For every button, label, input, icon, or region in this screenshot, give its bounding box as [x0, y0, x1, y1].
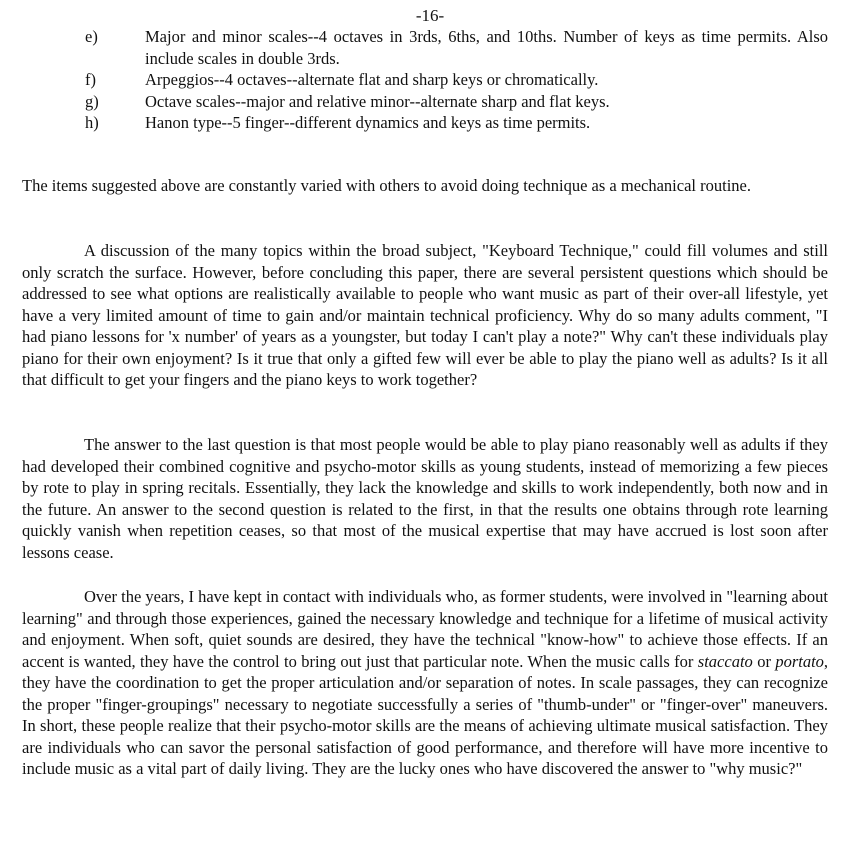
list-item-text: Major and minor scales--4 octaves in 3rds, 6ths, and 10ths. Number of keys as time permits. Also include scales in double 3rds. [145, 27, 828, 68]
list-item-text: Hanon type--5 finger--different dynamics and keys as time permits. [145, 113, 591, 132]
paragraph-answer: The answer to the last question is that most people would be able to play piano reasonably well as adults if they had developed their combined cognitive and psycho-motor skills as young students, instead of memorizing a few pieces by rote to play in spring recitals. Essentially, they lack the knowledge and skills to work independently, both now and in the future. An answer to the second question is related to the first, in that the results one obtains through rote learning quickly vanish when repetition ceases, so that most of the musical expertise that may have accrued is lost soon after lessons cease. [22, 435, 828, 562]
list-marker: h) [85, 113, 99, 132]
paragraph-conclusion [22, 586, 828, 780]
list-item [0, 69, 860, 91]
paragraph-discussion: A discussion of the many topics within the broad subject, "Keyboard Technique," could fill volumes and still only scratch the surface. However, before concluding this paper, there are several persistent questions which should be addressed to see what options are realistically available to people who want music as part of their over-all lifestyle, yet have a very limited amount of time to gain and/or maintain technical proficiency. Why do so many adults comment, "I had piano lessons for 'x number' of years as a youngster, but today I can't play a note?" Why can't these individuals play piano for their own enjoyment? Is it true that only a gifted few will ever be able to play the piano well as adults? Is it all that difficult to get your fingers and the piano keys to work together? [22, 241, 828, 389]
list-marker: e) [85, 27, 98, 46]
term-staccato: staccato [697, 651, 753, 671]
list-item-text: Arpeggios--4 octaves--alternate flat and sharp keys or chromatically. [145, 70, 599, 89]
paragraph-text: Over the years, I have kept in contact with individuals who, as former students, were involved in "learning about learning" and through those experiences, gained the necessary knowledge and technique for a lifetime of musical activity and enjoyment. When soft, quiet sounds are desired, they have the technical "know-how" to achieve those effects. If an accent is wanted, they have the control to bring out just that particular note. When the music calls for [22, 587, 828, 671]
list-item [0, 26, 860, 69]
list-item [0, 112, 860, 134]
list-marker: f) [85, 70, 96, 89]
page-number: -16- [415, 6, 445, 25]
list-marker: g) [85, 91, 99, 111]
list-item [0, 91, 860, 113]
list-item-text: Octave scales--major and relative minor--alternate sharp and flat keys. [145, 91, 610, 111]
paragraph-summary: The items suggested above are constantly varied with others to avoid doing technique as a mechanical routine. [22, 176, 751, 195]
term-portato: portato [775, 651, 824, 671]
paragraph-text: or [757, 651, 771, 671]
technique-list [0, 26, 860, 134]
paragraph-text: , they have the coordination to get the proper articulation and/or separation of notes. In scale passages, they can recognize the proper "finger-groupings" necessary to negotiate successfully a series of "thumb-under" or "finger-over" maneuvers. In short, these people realize that their psycho-motor skills are the means of achieving ultimate musical satisfaction. They are individuals who can savor the personal satisfaction of good performance, and therefore will have more incentive to include music as a vital part of daily living. They are the lucky ones who have discovered the answer to "why music?" [22, 651, 829, 778]
